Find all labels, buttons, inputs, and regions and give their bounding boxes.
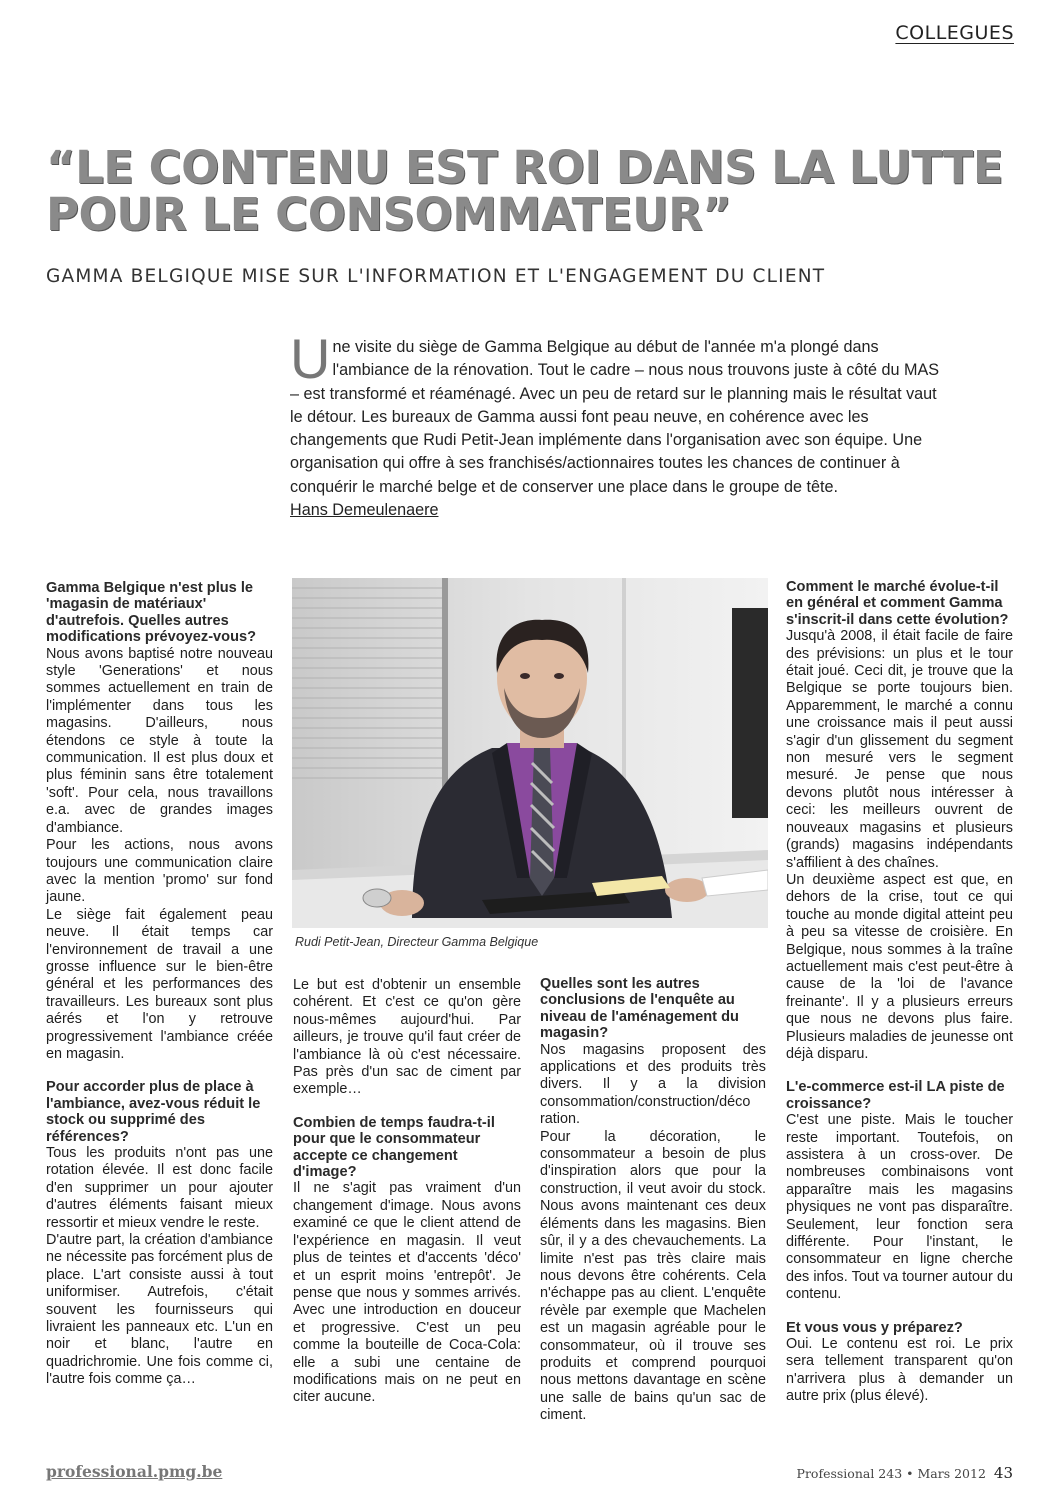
article-intro bbox=[290, 327, 950, 522]
question-heading: Pour accorder plus de place à l'ambiance, avez-vous réduit le stock ou supprimé des références? bbox=[46, 1079, 261, 1145]
answer-paragraph: Pour les actions, nous avons toujours une communication claire avec la mention 'promo' sur fond jaune. bbox=[46, 837, 273, 906]
column-4 bbox=[786, 579, 1013, 1406]
question-heading: Gamma Belgique n'est plus le 'magasin de matériaux' d'autrefois. Quelles autres modifications prévoyez-vous? bbox=[46, 580, 257, 646]
question-heading: Quelles sont les autres conclusions de l'enquête au niveau de l'aménagement du magasin? bbox=[540, 976, 739, 1042]
article-headline bbox=[46, 141, 1026, 241]
column-3 bbox=[540, 976, 766, 1425]
issue-label: Professional 243 • Mars 2012 bbox=[796, 1466, 986, 1481]
answer-paragraph: Nous avons baptisé notre nouveau style 'Generations' et nous sommes actuellement en train de l'implémenter dans tous les magasins. D'ailleurs, nous étendons ce style à toute la communication. Il est plus doux et plus féminin sans être totalement 'soft'. Pour cela, nous travaillons e.a. avec de grandes images d'ambiance. bbox=[46, 645, 273, 836]
photo-caption: Rudi Petit-Jean, Directeur Gamma Belgique bbox=[295, 935, 539, 949]
answer-paragraph: Tous les produits n'ont pas une rotation élevée. Il est donc facile d'en supprimer un pour ajouter d'autres éléments faisant mieux ressortir et mieux vendre le reste. bbox=[46, 1145, 273, 1231]
page-number: 43 bbox=[993, 1464, 1013, 1482]
column-1 bbox=[46, 580, 273, 1389]
answer-paragraph: Oui. Le contenu est roi. Le prix sera tellement transparent qu'on n'arrivera plus à demander un autre prix (plus élevé). bbox=[786, 1336, 1013, 1405]
answer-paragraph: Nos magasins proposent des applications et des produits très divers. Il y a la division consommation/construction/déco ration. bbox=[540, 1041, 766, 1128]
column-2 bbox=[293, 977, 521, 1407]
headline-line-1: “LE CONTENU EST ROI DANS LA LUTTE bbox=[46, 141, 1004, 194]
answer-paragraph: Pour la décoration, le consommateur a besoin de plus d'inspiration alors que pour la construction, il veut avoir du stock. Nous avons maintenant ces deux éléments dans les magasins. Bien sûr, il y a des chevauchements. La limite n'est pas très claire mais nous devons être cohérents. Cela n'échappe pas au client. L'enquête révèle par exemple que Machelen est un magasin agréable pour le consommateur, où il trouve ses produits et comprend pourquoi nous mettons davantage en scène une salle de bains qu'un sac de ciment. bbox=[540, 1128, 766, 1424]
website-link[interactable]: professional.pmg.be bbox=[46, 1462, 223, 1481]
section-tag: COLLEGUES bbox=[895, 22, 1014, 44]
drop-cap: U bbox=[290, 327, 331, 390]
answer-paragraph: Il ne s'agit pas vraiment d'un changement d'image. Nous avons examiné ce que le client attend de l'expérience en magasin. Il veut plus de teintes et d'accents 'déco' et un esprit moins 'entrepôt'. Je pense que nous y sommes arrivés. Avec une introduction en douceur et progressive. C'est un peu comme la bouteille de Coca-Cola: elle a subi une centaine de modifications mais on ne peut en citer aucune. bbox=[293, 1180, 521, 1406]
article-subtitle: GAMMA BELGIQUE MISE SUR L'INFORMATION ET L'ENGAGEMENT DU CLIENT bbox=[46, 266, 826, 287]
answer-paragraph: Jusqu'à 2008, il était facile de faire des prévisions: un plus et le tour était joué. Ceci dit, je trouve que la Belgique se porte toujours bien. Apparemment, le marché a connu une croissance mais il peut aussi s'agir d'un glissement du segment non mesuré vers le segment mesuré. Je pense que nous devons plutôt nous intéresser à ceci: les meilleurs ouvrent de nouveaux magasins et plusieurs (grands) magasins indépendants s'affilient à des chaînes. bbox=[786, 628, 1013, 871]
question-heading: Combien de temps faudra-t-il pour que le consommateur accepte ce changement d'image? bbox=[293, 1114, 495, 1181]
answer-paragraph: Le siège fait également peau neuve. Il était temps car l'environnement de travail a une grosse influence sur le bien-être général et les performances des travailleurs. Les bureaux sont plus aérés et l'on y retrouve progressivement l'ambiance créée en magasin. bbox=[46, 906, 273, 1062]
question-heading: L'e-commerce est-il LA piste de croissance? bbox=[786, 1079, 1005, 1112]
portrait-photo bbox=[292, 578, 768, 928]
intro-text: ne visite du siège de Gamma Belgique au début de l'année m'a plongé dans l'ambiance de la rénovation. Tout le cadre – nous nous trouvons juste à côté du MAS – est transformé et réaménagé. Avec un peu de retard sur le planning mais le résultat vaut le détour. Les bureaux de Gamma aussi font peau neuve, en cohérence avec les changements que Rudi Petit-Jean implémente dans l'organisation avec son équipe. Une organisation qui offre à ses franchisés/actionnaires toutes les chances de continuer à conquérir le marché belge et de conserver une place dans le groupe de tête. bbox=[290, 338, 940, 496]
answer-paragraph: C'est une piste. Mais le toucher reste important. Toutefois, on assistera à un cross-over. De nombreuses combinaisons vont apparaître mais les magasins physiques ne vont pas disparaître. Seulement, leur fonction sera différente. Pour l'instant, le consommateur en ligne cherche des infos. Tout va tourner autour du contenu. bbox=[786, 1112, 1013, 1303]
answer-paragraph: D'autre part, la création d'ambiance ne nécessite pas forcément plus de place. L'art consiste aussi à tout uniformiser. Autrefois, c'était souvent les fournisseurs qui livraient les panneaux etc. L'un en noir et blanc, l'autre en quadrichromie. Une fois comme ci, l'autre fois comme ça… bbox=[46, 1232, 273, 1388]
author-byline: Hans Demeulenaere bbox=[290, 501, 439, 520]
issue-info bbox=[797, 1464, 1013, 1482]
question-heading: Comment le marché évolue-t-il en général et comment Gamma s'inscrit-il dans cette évolution? bbox=[786, 579, 1009, 628]
answer-paragraph: Le but est d'obtenir un ensemble cohérent. Et c'est ce qu'on gère nous-mêmes aujourd'hui. Par ailleurs, je trouve qu'il faut créer de l'ambiance là où c'est nécessaire. Pas près d'un sac de ciment par exemple… bbox=[293, 977, 521, 1098]
question-heading: Et vous vous y préparez? bbox=[786, 1319, 963, 1336]
answer-paragraph: Un deuxième aspect est que, en dehors de la crise, tout ce qui touche au monde digital atteint peu à peu sa vitesse de croisière. En Belgique, nous sommes à la traîne actuellement mais c'est peut-être à cause de la 'loi de l'avance freinante'. Il y a plusieurs erreurs que nous ne devons plus faire. Plusieurs maladies de jeunesse ont déjà disparu. bbox=[786, 871, 1013, 1062]
headline-line-2: POUR LE CONSOMMATEUR” bbox=[46, 188, 732, 241]
